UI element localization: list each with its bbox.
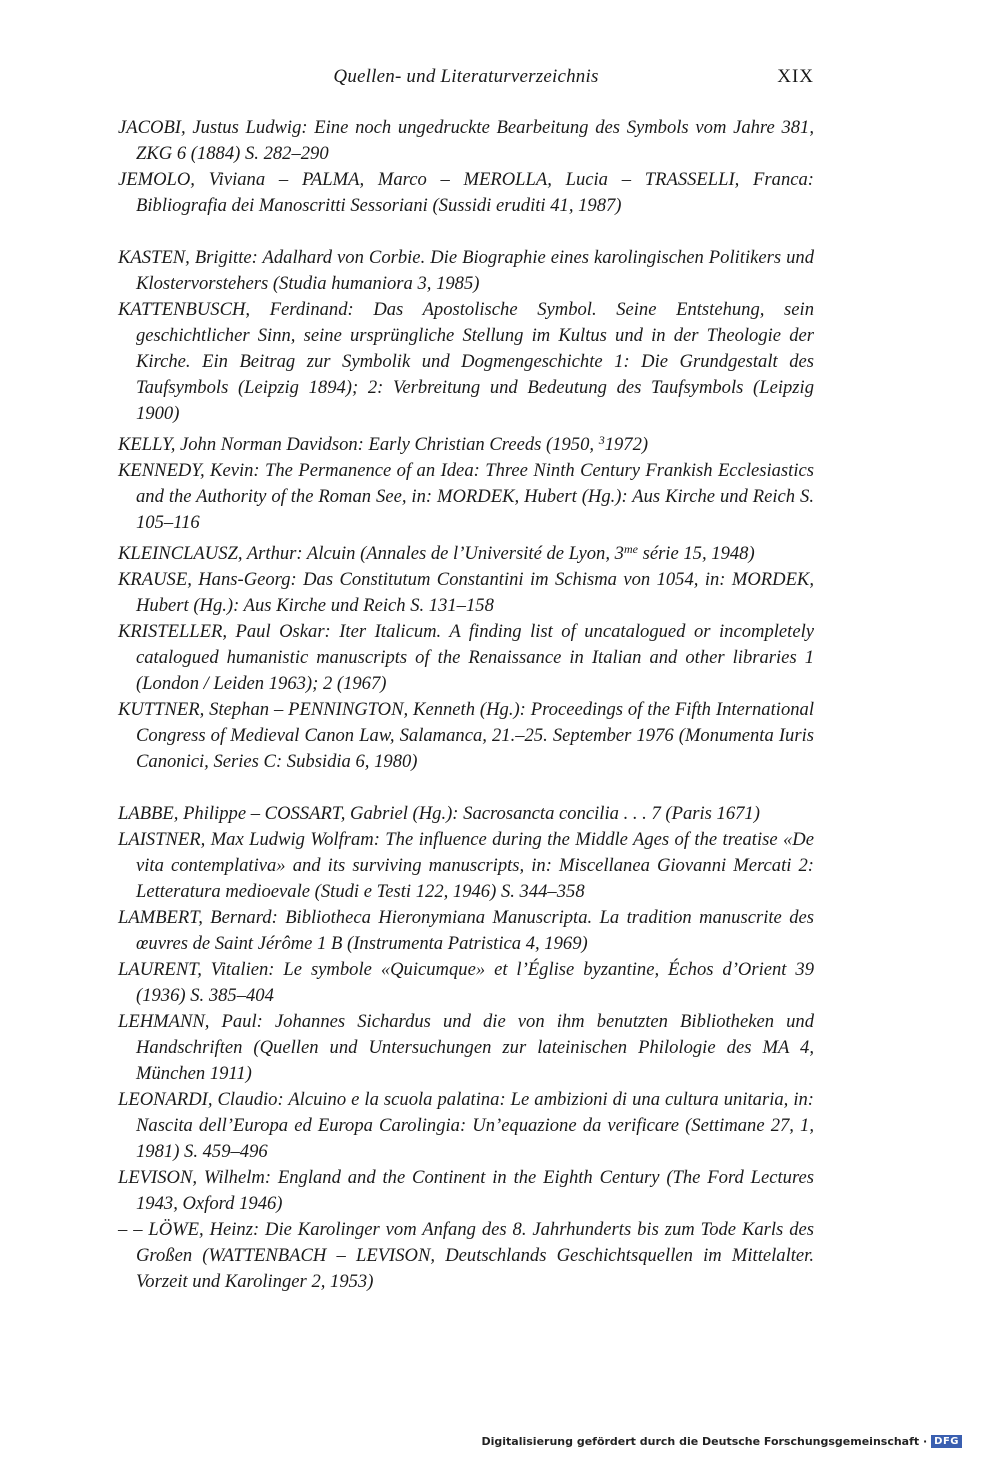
- bibliography-entry: KATTENBUSCH, Ferdinand: Das Apostolische Symbol. Seine Entstehung, sein geschichtlicher Sinn, seine ursprüngliche Stellung im Kultus und in der Theologie der Kirche. Ein Beitrag zur Symbolik und Dogmengeschichte 1: Die Grundgestalt des Taufsymbols (Leipzig 1894); 2: Verbreitung und Bedeutung des Taufsymbols (Leipzig 1900): [118, 299, 814, 424]
- entry-text: série 15, 1948): [637, 543, 755, 564]
- bibliography-entry: [118, 536, 814, 567]
- running-head: [118, 66, 814, 96]
- bibliography-entry: JACOBI, Justus Ludwig: Eine noch ungedruckte Bearbeitung des Symbols vom Jahre 381, ZKG 6 (1884) S. 282–290: [118, 117, 814, 164]
- bibliography-entry: KRAUSE, Hans-Georg: Das Constitutum Constantini im Schisma von 1054, in: MORDEK, Hubert (Hg.): Aus Kirche und Reich S. 131–158: [118, 569, 814, 616]
- bibliography-entry: LEHMANN, Paul: Johannes Sichardus und die von ihm benutzten Bibliotheken und Handschriften (Quellen und Untersuchungen zur lateinischen Philologie des MA 4, München 1911): [118, 1011, 814, 1084]
- bibliography-entry: JEMOLO, Viviana – PALMA, Marco – MEROLLA, Lucia – TRASSELLI, Franca: Bibliografia dei Manoscritti Sessoriani (Sussidi eruditi 41, 1987): [118, 169, 814, 216]
- bibliography-entry: KRISTELLER, Paul Oskar: Iter Italicum. A finding list of uncatalogued or incompletely catalogued humanistic manuscripts of the Renaissance in Italian and other libraries 1 (London / Leiden 1963); 2 (1967): [118, 621, 814, 694]
- bibliography-entry: LAMBERT, Bernard: Bibliotheca Hieronymiana Manuscripta. La tradition manuscrite des œuvres de Saint Jérôme 1 B (Instrumenta Patristica 4, 1969): [118, 907, 814, 954]
- bibliography-entry: KENNEDY, Kevin: The Permanence of an Idea: Three Ninth Century Frankish Ecclesiastics and the Authority of the Roman See, in: MORDEK, Hubert (Hg.): Aus Kirche und Reich S. 105–116: [118, 460, 814, 533]
- edition-superscript: 3: [598, 433, 605, 447]
- running-head-title: Quellen- und Literaturverzeichnis: [333, 66, 599, 87]
- bibliography-entry: LEVISON, Wilhelm: England and the Continent in the Eighth Century (The Ford Lectures 1943, Oxford 1946): [118, 1167, 814, 1214]
- bibliography-entry: LAURENT, Vitalien: Le symbole «Quicumque» et l’Église byzantine, Échos d’Orient 39 (1936) S. 385–404: [118, 959, 814, 1006]
- bibliography-list: [118, 115, 814, 1295]
- credit-text: Digitalisierung gefördert durch die Deutsche Forschungsgemeinschaft ·: [481, 1435, 928, 1448]
- entry-text: KLEINCLAUSZ, Arthur: Alcuin (Annales de l’Université de Lyon, 3: [118, 543, 624, 564]
- series-superscript: me: [623, 542, 638, 556]
- page-number: XIX: [777, 66, 814, 87]
- bibliography-entry: – – LÖWE, Heinz: Die Karolinger vom Anfang des 8. Jahrhunderts bis zum Tode Karls des Großen (WATTENBACH – LEVISON, Deutschlands Geschichtsquellen im Mittelalter. Vorzeit und Karolinger 2, 1953): [118, 1219, 814, 1292]
- digitization-credit: [481, 1435, 962, 1448]
- bibliography-entry: KUTTNER, Stephan – PENNINGTON, Kenneth (Hg.): Proceedings of the Fifth International Congress of Medieval Canon Law, Salamanca, 21.–25. September 1976 (Monumenta Iuris Canonici, Series C: Subsidia 6, 1980): [118, 699, 814, 772]
- entry-text: 1972): [604, 434, 649, 455]
- entry-text: KELLY, John Norman Davidson: Early Christian Creeds (1950,: [118, 434, 599, 455]
- bibliography-entry: KASTEN, Brigitte: Adalhard von Corbie. Die Biographie eines karolingischen Politikers und Klostervorstehers (Studia humaniora 3, 1985): [118, 247, 814, 294]
- bibliography-entry: LEONARDI, Claudio: Alcuino e la scuola palatina: Le ambizioni di una cultura unitaria, in: Nascita dell’Europa ed Europa Carolingia: Un’equazione da verificare (Settimane 27, 1, 1981) S. 459–496: [118, 1089, 814, 1162]
- dfg-logo: DFG: [931, 1435, 962, 1448]
- bibliography-entry: LABBE, Philippe – COSSART, Gabriel (Hg.): Sacrosancta concilia . . . 7 (Paris 1671): [118, 803, 760, 824]
- bibliography-entry: [118, 427, 814, 458]
- bibliography-entry: LAISTNER, Max Ludwig Wolfram: The influence during the Middle Ages of the treatise «De vita contemplativa» and its surviving manuscripts, in: Miscellanea Giovanni Mercati 2: Letteratura medioevale (Studi e Testi 122, 1946) S. 344–358: [118, 829, 814, 902]
